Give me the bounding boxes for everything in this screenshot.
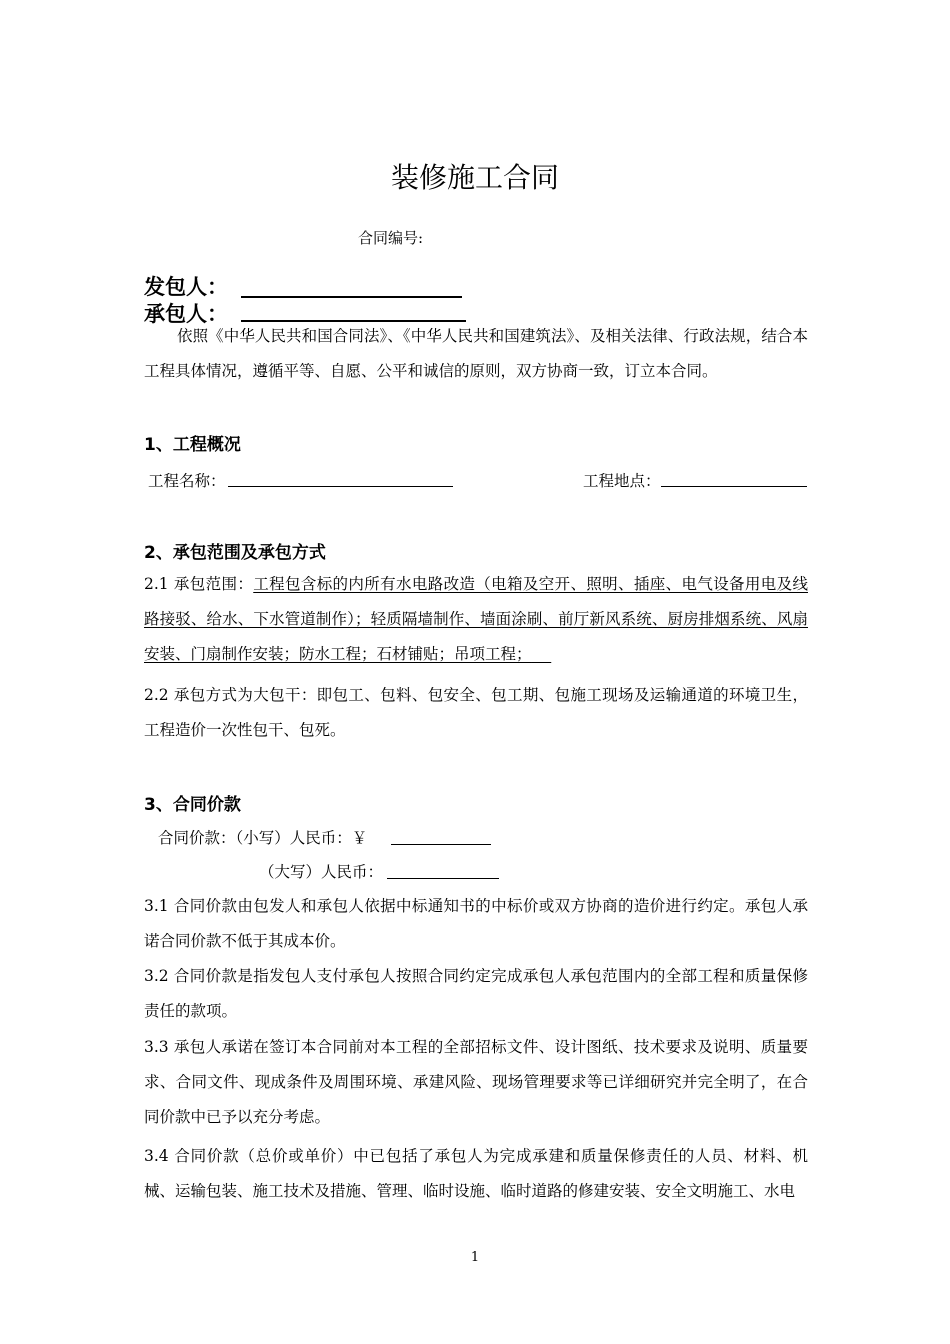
clause-3-3: 3.3 承包人承诺在签订本合同前对本工程的全部招标文件、设计图纸、技术要求及说明、质量要求、合同文件、现成条件及周围环境、承建风险、现场管理要求等已详细研究并完全明了，在合同价款中已予以充分考虑。	[144, 1038, 808, 1126]
price-small-label: 合同价款：（小写）人民币：￥	[158, 829, 368, 847]
scope-prefix: 2.1 承包范围：	[144, 575, 254, 593]
employer-fill-line[interactable]	[241, 296, 462, 298]
scope-text: 工程包含标的内所有水电路改造（电箱及空开、照明、插座、电气设备用电及线路接驳、给水、下水管道制作）；轻质隔墙制作、墙面涂刷、前厅新风系统、厨房排烟系统、风扇安装、门扇制作安装；防水工程；石材铺贴；吊项工程；	[144, 575, 808, 663]
section-1-heading: 1、工程概况	[144, 435, 241, 455]
section-2-heading: 2、承包范围及承包方式	[144, 543, 326, 563]
contractor-label: 承包人：	[144, 302, 228, 326]
price-big-label: （大写）人民币：	[259, 863, 384, 881]
project-name-label: 工程名称：	[148, 472, 226, 490]
document-title: 装修施工合同	[390, 161, 559, 194]
scope-trailing-blank	[532, 645, 552, 663]
price-small-fill-line[interactable]	[391, 844, 491, 845]
clause-3-4: 3.4 合同价款（总价或单价）中已包括了承包人为完成承建和质量保修责任的人员、材料、机械、运输包装、施工技术及措施、管理、临时设施、临时道路的修建安装、安全文明施工、水电	[144, 1147, 808, 1200]
employer-label: 发包人：	[144, 275, 228, 299]
contract-method-paragraph: 2.2 承包方式为大包干：即包工、包料、包安全、包工期、包施工现场及运输通道的环境卫生，工程造价一次性包干、包死。	[144, 686, 808, 739]
page-number: 1	[470, 1250, 480, 1265]
clause-3-1: 3.1 合同价款由包发人和承包人依据中标通知书的中标价或双方协商的造价进行约定。承包人承诺合同价款不低于其成本价。	[144, 897, 808, 950]
price-big-fill-line[interactable]	[387, 878, 499, 879]
project-location-fill-line[interactable]	[661, 486, 807, 487]
preamble-paragraph: 依照《中华人民共和国合同法》、《中华人民共和国建筑法》、及相关法律、行政法规，结合本工程具体情况，遵循平等、自愿、公平和诚信的原则，双方协商一致，订立本合同。	[144, 327, 808, 380]
project-name-fill-line[interactable]	[228, 486, 453, 487]
project-location-label: 工程地点：	[583, 472, 661, 490]
contract-number-label: 合同编号:	[358, 229, 424, 247]
clause-3-2: 3.2 合同价款是指发包人支付承包人按照合同约定完成承包人承包范围内的全部工程和质量保修责任的款项。	[144, 967, 808, 1020]
scope-paragraph	[144, 567, 808, 672]
section-3-heading: 3、合同价款	[144, 795, 241, 815]
